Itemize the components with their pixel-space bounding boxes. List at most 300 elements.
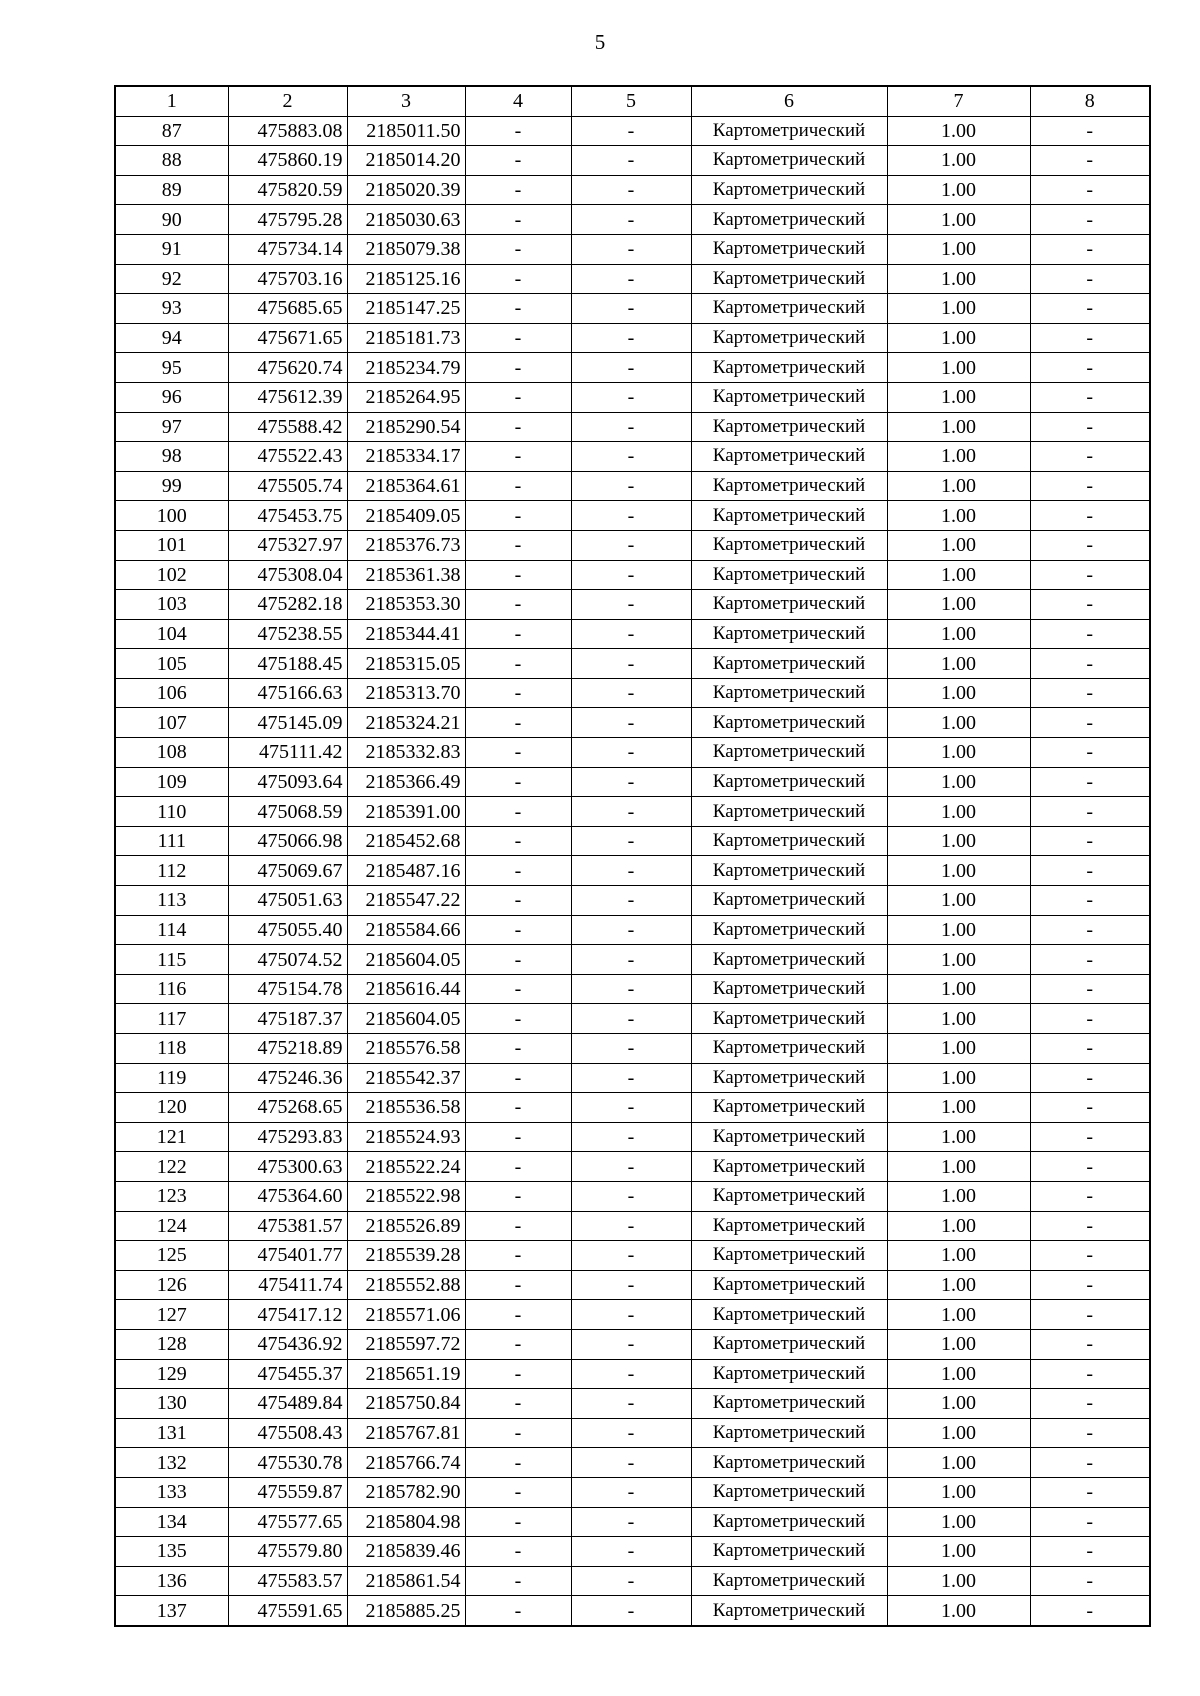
x-coordinate-cell: 475238.55 (228, 619, 347, 649)
column-5-cell: - (571, 767, 691, 797)
column-5-cell: - (571, 1566, 691, 1596)
column-5-cell: - (571, 590, 691, 620)
table-row (115, 1389, 1150, 1419)
table-row (115, 738, 1150, 768)
point-number-cell: 117 (115, 1004, 228, 1034)
header-row (115, 86, 1150, 116)
column-5-cell: - (571, 619, 691, 649)
table-row (115, 1152, 1150, 1182)
table-row (115, 1093, 1150, 1123)
x-coordinate-cell: 475591.65 (228, 1596, 347, 1626)
method-cell: Картометрический (691, 530, 887, 560)
column-8-cell: - (1030, 1418, 1150, 1448)
method-cell: Картометрический (691, 1566, 887, 1596)
y-coordinate-cell: 2185315.05 (347, 649, 465, 679)
column-5-cell: - (571, 1329, 691, 1359)
accuracy-cell: 1.00 (887, 1211, 1030, 1241)
column-5-cell: - (571, 353, 691, 383)
accuracy-cell: 1.00 (887, 1329, 1030, 1359)
x-coordinate-cell: 475508.43 (228, 1418, 347, 1448)
point-number-cell: 104 (115, 619, 228, 649)
column-4-cell: - (465, 1300, 571, 1330)
method-cell: Картометрический (691, 590, 887, 620)
column-8-cell: - (1030, 1537, 1150, 1567)
point-number-cell: 113 (115, 886, 228, 916)
column-4-cell: - (465, 856, 571, 886)
y-coordinate-cell: 2185526.89 (347, 1211, 465, 1241)
y-coordinate-cell: 2185616.44 (347, 974, 465, 1004)
table-row (115, 205, 1150, 235)
point-number-cell: 134 (115, 1507, 228, 1537)
column-5-cell: - (571, 856, 691, 886)
y-coordinate-cell: 2185552.88 (347, 1270, 465, 1300)
column-header: 5 (571, 86, 691, 116)
accuracy-cell: 1.00 (887, 264, 1030, 294)
point-number-cell: 106 (115, 678, 228, 708)
column-8-cell: - (1030, 1181, 1150, 1211)
column-5-cell: - (571, 1596, 691, 1626)
column-8-cell: - (1030, 915, 1150, 945)
table-row (115, 234, 1150, 264)
column-4-cell: - (465, 1329, 571, 1359)
column-5-cell: - (571, 1034, 691, 1064)
column-8-cell: - (1030, 856, 1150, 886)
accuracy-cell: 1.00 (887, 1270, 1030, 1300)
point-number-cell: 136 (115, 1566, 228, 1596)
column-8-cell: - (1030, 1211, 1150, 1241)
column-8-cell: - (1030, 1034, 1150, 1064)
column-5-cell: - (571, 1181, 691, 1211)
column-8-cell: - (1030, 146, 1150, 176)
column-5-cell: - (571, 1152, 691, 1182)
point-number-cell: 94 (115, 323, 228, 353)
column-4-cell: - (465, 353, 571, 383)
accuracy-cell: 1.00 (887, 886, 1030, 916)
column-4-cell: - (465, 1596, 571, 1626)
method-cell: Картометрический (691, 1034, 887, 1064)
y-coordinate-cell: 2185522.24 (347, 1152, 465, 1182)
table-row (115, 590, 1150, 620)
accuracy-cell: 1.00 (887, 1034, 1030, 1064)
column-4-cell: - (465, 1389, 571, 1419)
column-8-cell: - (1030, 530, 1150, 560)
accuracy-cell: 1.00 (887, 797, 1030, 827)
column-8-cell: - (1030, 1507, 1150, 1537)
y-coordinate-cell: 2185125.16 (347, 264, 465, 294)
x-coordinate-cell: 475218.89 (228, 1034, 347, 1064)
method-cell: Картометрический (691, 945, 887, 975)
column-8-cell: - (1030, 1152, 1150, 1182)
table-row (115, 1004, 1150, 1034)
table-row (115, 1477, 1150, 1507)
x-coordinate-cell: 475489.84 (228, 1389, 347, 1419)
column-5-cell: - (571, 886, 691, 916)
column-8-cell: - (1030, 1566, 1150, 1596)
table-row (115, 1241, 1150, 1271)
column-header: 1 (115, 86, 228, 116)
point-number-cell: 128 (115, 1329, 228, 1359)
point-number-cell: 99 (115, 471, 228, 501)
column-8-cell: - (1030, 294, 1150, 324)
column-header: 7 (887, 86, 1030, 116)
x-coordinate-cell: 475588.42 (228, 412, 347, 442)
table-row (115, 945, 1150, 975)
column-5-cell: - (571, 1448, 691, 1478)
y-coordinate-cell: 2185020.39 (347, 175, 465, 205)
x-coordinate-cell: 475093.64 (228, 767, 347, 797)
method-cell: Картометрический (691, 1181, 887, 1211)
column-4-cell: - (465, 264, 571, 294)
point-number-cell: 125 (115, 1241, 228, 1271)
column-5-cell: - (571, 649, 691, 679)
column-4-cell: - (465, 1270, 571, 1300)
table-row (115, 1211, 1150, 1241)
y-coordinate-cell: 2185313.70 (347, 678, 465, 708)
column-5-cell: - (571, 915, 691, 945)
point-number-cell: 103 (115, 590, 228, 620)
column-5-cell: - (571, 442, 691, 472)
column-header: 6 (691, 86, 887, 116)
x-coordinate-cell: 475154.78 (228, 974, 347, 1004)
column-5-cell: - (571, 264, 691, 294)
y-coordinate-cell: 2185030.63 (347, 205, 465, 235)
table-row (115, 1448, 1150, 1478)
column-4-cell: - (465, 1241, 571, 1271)
point-number-cell: 105 (115, 649, 228, 679)
y-coordinate-cell: 2185804.98 (347, 1507, 465, 1537)
column-4-cell: - (465, 442, 571, 472)
column-8-cell: - (1030, 353, 1150, 383)
column-header: 8 (1030, 86, 1150, 116)
y-coordinate-cell: 2185524.93 (347, 1122, 465, 1152)
x-coordinate-cell: 475166.63 (228, 678, 347, 708)
method-cell: Картометрический (691, 234, 887, 264)
table-row (115, 116, 1150, 146)
column-8-cell: - (1030, 412, 1150, 442)
table-row (115, 649, 1150, 679)
x-coordinate-cell: 475505.74 (228, 471, 347, 501)
accuracy-cell: 1.00 (887, 1359, 1030, 1389)
accuracy-cell: 1.00 (887, 471, 1030, 501)
column-5-cell: - (571, 1300, 691, 1330)
accuracy-cell: 1.00 (887, 353, 1030, 383)
table-row (115, 501, 1150, 531)
y-coordinate-cell: 2185651.19 (347, 1359, 465, 1389)
y-coordinate-cell: 2185014.20 (347, 146, 465, 176)
accuracy-cell: 1.00 (887, 1477, 1030, 1507)
accuracy-cell: 1.00 (887, 915, 1030, 945)
method-cell: Картометрический (691, 560, 887, 590)
x-coordinate-cell: 475703.16 (228, 264, 347, 294)
column-4-cell: - (465, 146, 571, 176)
point-number-cell: 126 (115, 1270, 228, 1300)
x-coordinate-cell: 475820.59 (228, 175, 347, 205)
column-4-cell: - (465, 619, 571, 649)
column-4-cell: - (465, 974, 571, 1004)
column-5-cell: - (571, 1418, 691, 1448)
column-4-cell: - (465, 1448, 571, 1478)
table-row (115, 560, 1150, 590)
column-4-cell: - (465, 1507, 571, 1537)
table-row (115, 826, 1150, 856)
method-cell: Картометрический (691, 1418, 887, 1448)
table-row (115, 1034, 1150, 1064)
point-number-cell: 101 (115, 530, 228, 560)
column-8-cell: - (1030, 1093, 1150, 1123)
column-5-cell: - (571, 1004, 691, 1034)
method-cell: Картометрический (691, 146, 887, 176)
x-coordinate-cell: 475685.65 (228, 294, 347, 324)
column-4-cell: - (465, 560, 571, 590)
x-coordinate-cell: 475579.80 (228, 1537, 347, 1567)
x-coordinate-cell: 475055.40 (228, 915, 347, 945)
point-number-cell: 132 (115, 1448, 228, 1478)
column-4-cell: - (465, 1418, 571, 1448)
accuracy-cell: 1.00 (887, 1181, 1030, 1211)
x-coordinate-cell: 475530.78 (228, 1448, 347, 1478)
table-row (115, 1596, 1150, 1626)
x-coordinate-cell: 475308.04 (228, 560, 347, 590)
method-cell: Картометрический (691, 412, 887, 442)
column-8-cell: - (1030, 175, 1150, 205)
x-coordinate-cell: 475620.74 (228, 353, 347, 383)
column-4-cell: - (465, 1211, 571, 1241)
point-number-cell: 97 (115, 412, 228, 442)
column-5-cell: - (571, 530, 691, 560)
x-coordinate-cell: 475187.37 (228, 1004, 347, 1034)
y-coordinate-cell: 2185391.00 (347, 797, 465, 827)
x-coordinate-cell: 475577.65 (228, 1507, 347, 1537)
column-5-cell: - (571, 382, 691, 412)
x-coordinate-cell: 475453.75 (228, 501, 347, 531)
point-number-cell: 124 (115, 1211, 228, 1241)
column-4-cell: - (465, 1152, 571, 1182)
column-4-cell: - (465, 767, 571, 797)
point-number-cell: 100 (115, 501, 228, 531)
y-coordinate-cell: 2185839.46 (347, 1537, 465, 1567)
table-row (115, 471, 1150, 501)
column-4-cell: - (465, 501, 571, 531)
accuracy-cell: 1.00 (887, 619, 1030, 649)
column-8-cell: - (1030, 708, 1150, 738)
method-cell: Картометрический (691, 708, 887, 738)
table-row (115, 708, 1150, 738)
y-coordinate-cell: 2185885.25 (347, 1596, 465, 1626)
point-number-cell: 118 (115, 1034, 228, 1064)
y-coordinate-cell: 2185364.61 (347, 471, 465, 501)
table-row (115, 175, 1150, 205)
point-number-cell: 91 (115, 234, 228, 264)
x-coordinate-cell: 475068.59 (228, 797, 347, 827)
x-coordinate-cell: 475268.65 (228, 1093, 347, 1123)
y-coordinate-cell: 2185264.95 (347, 382, 465, 412)
method-cell: Картометрический (691, 738, 887, 768)
method-cell: Картометрический (691, 886, 887, 916)
column-4-cell: - (465, 294, 571, 324)
column-5-cell: - (571, 1477, 691, 1507)
column-5-cell: - (571, 826, 691, 856)
accuracy-cell: 1.00 (887, 678, 1030, 708)
method-cell: Картометрический (691, 1448, 887, 1478)
point-number-cell: 137 (115, 1596, 228, 1626)
y-coordinate-cell: 2185766.74 (347, 1448, 465, 1478)
y-coordinate-cell: 2185361.38 (347, 560, 465, 590)
method-cell: Картометрический (691, 1300, 887, 1330)
column-5-cell: - (571, 1063, 691, 1093)
x-coordinate-cell: 475051.63 (228, 886, 347, 916)
accuracy-cell: 1.00 (887, 1537, 1030, 1567)
column-4-cell: - (465, 1181, 571, 1211)
x-coordinate-cell: 475074.52 (228, 945, 347, 975)
x-coordinate-cell: 475860.19 (228, 146, 347, 176)
accuracy-cell: 1.00 (887, 146, 1030, 176)
x-coordinate-cell: 475883.08 (228, 116, 347, 146)
accuracy-cell: 1.00 (887, 738, 1030, 768)
column-8-cell: - (1030, 323, 1150, 353)
column-5-cell: - (571, 738, 691, 768)
table-row (115, 856, 1150, 886)
column-8-cell: - (1030, 1122, 1150, 1152)
y-coordinate-cell: 2185334.17 (347, 442, 465, 472)
accuracy-cell: 1.00 (887, 501, 1030, 531)
column-8-cell: - (1030, 826, 1150, 856)
table-body (115, 116, 1150, 1626)
point-number-cell: 89 (115, 175, 228, 205)
point-number-cell: 96 (115, 382, 228, 412)
column-4-cell: - (465, 945, 571, 975)
point-number-cell: 108 (115, 738, 228, 768)
accuracy-cell: 1.00 (887, 590, 1030, 620)
table-row (115, 353, 1150, 383)
accuracy-cell: 1.00 (887, 412, 1030, 442)
column-5-cell: - (571, 205, 691, 235)
column-header: 2 (228, 86, 347, 116)
accuracy-cell: 1.00 (887, 294, 1030, 324)
method-cell: Картометрический (691, 116, 887, 146)
column-header: 3 (347, 86, 465, 116)
table-row (115, 1270, 1150, 1300)
y-coordinate-cell: 2185782.90 (347, 1477, 465, 1507)
point-number-cell: 102 (115, 560, 228, 590)
column-5-cell: - (571, 294, 691, 324)
point-number-cell: 111 (115, 826, 228, 856)
y-coordinate-cell: 2185584.66 (347, 915, 465, 945)
accuracy-cell: 1.00 (887, 1448, 1030, 1478)
column-5-cell: - (571, 1507, 691, 1537)
table-row (115, 1122, 1150, 1152)
column-8-cell: - (1030, 1063, 1150, 1093)
point-number-cell: 121 (115, 1122, 228, 1152)
x-coordinate-cell: 475559.87 (228, 1477, 347, 1507)
point-number-cell: 122 (115, 1152, 228, 1182)
column-4-cell: - (465, 175, 571, 205)
column-8-cell: - (1030, 590, 1150, 620)
column-5-cell: - (571, 412, 691, 442)
column-4-cell: - (465, 471, 571, 501)
column-4-cell: - (465, 1122, 571, 1152)
y-coordinate-cell: 2185409.05 (347, 501, 465, 531)
y-coordinate-cell: 2185767.81 (347, 1418, 465, 1448)
accuracy-cell: 1.00 (887, 382, 1030, 412)
table-row (115, 1537, 1150, 1567)
column-5-cell: - (571, 175, 691, 205)
y-coordinate-cell: 2185604.05 (347, 945, 465, 975)
column-4-cell: - (465, 1093, 571, 1123)
method-cell: Картометрический (691, 1359, 887, 1389)
method-cell: Картометрический (691, 678, 887, 708)
y-coordinate-cell: 2185487.16 (347, 856, 465, 886)
column-4-cell: - (465, 382, 571, 412)
y-coordinate-cell: 2185079.38 (347, 234, 465, 264)
method-cell: Картометрический (691, 826, 887, 856)
method-cell: Картометрический (691, 915, 887, 945)
column-4-cell: - (465, 205, 571, 235)
column-5-cell: - (571, 797, 691, 827)
column-8-cell: - (1030, 1004, 1150, 1034)
table-row (115, 530, 1150, 560)
column-4-cell: - (465, 590, 571, 620)
column-5-cell: - (571, 1241, 691, 1271)
point-number-cell: 88 (115, 146, 228, 176)
point-number-cell: 130 (115, 1389, 228, 1419)
column-8-cell: - (1030, 974, 1150, 1004)
method-cell: Картометрический (691, 797, 887, 827)
method-cell: Картометрический (691, 1329, 887, 1359)
accuracy-cell: 1.00 (887, 1122, 1030, 1152)
x-coordinate-cell: 475069.67 (228, 856, 347, 886)
column-5-cell: - (571, 708, 691, 738)
column-5-cell: - (571, 116, 691, 146)
accuracy-cell: 1.00 (887, 530, 1030, 560)
column-5-cell: - (571, 234, 691, 264)
column-8-cell: - (1030, 1448, 1150, 1478)
table-row (115, 323, 1150, 353)
x-coordinate-cell: 475381.57 (228, 1211, 347, 1241)
table-row (115, 264, 1150, 294)
column-4-cell: - (465, 116, 571, 146)
y-coordinate-cell: 2185576.58 (347, 1034, 465, 1064)
accuracy-cell: 1.00 (887, 1596, 1030, 1626)
accuracy-cell: 1.00 (887, 1389, 1030, 1419)
column-8-cell: - (1030, 1477, 1150, 1507)
x-coordinate-cell: 475411.74 (228, 1270, 347, 1300)
method-cell: Картометрический (691, 1241, 887, 1271)
column-8-cell: - (1030, 116, 1150, 146)
x-coordinate-cell: 475671.65 (228, 323, 347, 353)
x-coordinate-cell: 475795.28 (228, 205, 347, 235)
column-5-cell: - (571, 323, 691, 353)
column-header: 4 (465, 86, 571, 116)
point-number-cell: 93 (115, 294, 228, 324)
column-5-cell: - (571, 1389, 691, 1419)
y-coordinate-cell: 2185522.98 (347, 1181, 465, 1211)
y-coordinate-cell: 2185539.28 (347, 1241, 465, 1271)
column-5-cell: - (571, 471, 691, 501)
column-4-cell: - (465, 530, 571, 560)
point-number-cell: 110 (115, 797, 228, 827)
column-8-cell: - (1030, 471, 1150, 501)
y-coordinate-cell: 2185332.83 (347, 738, 465, 768)
y-coordinate-cell: 2185376.73 (347, 530, 465, 560)
table-row (115, 1566, 1150, 1596)
method-cell: Картометрический (691, 1093, 887, 1123)
x-coordinate-cell: 475612.39 (228, 382, 347, 412)
column-8-cell: - (1030, 205, 1150, 235)
column-5-cell: - (571, 1093, 691, 1123)
x-coordinate-cell: 475293.83 (228, 1122, 347, 1152)
column-4-cell: - (465, 1537, 571, 1567)
point-number-cell: 95 (115, 353, 228, 383)
